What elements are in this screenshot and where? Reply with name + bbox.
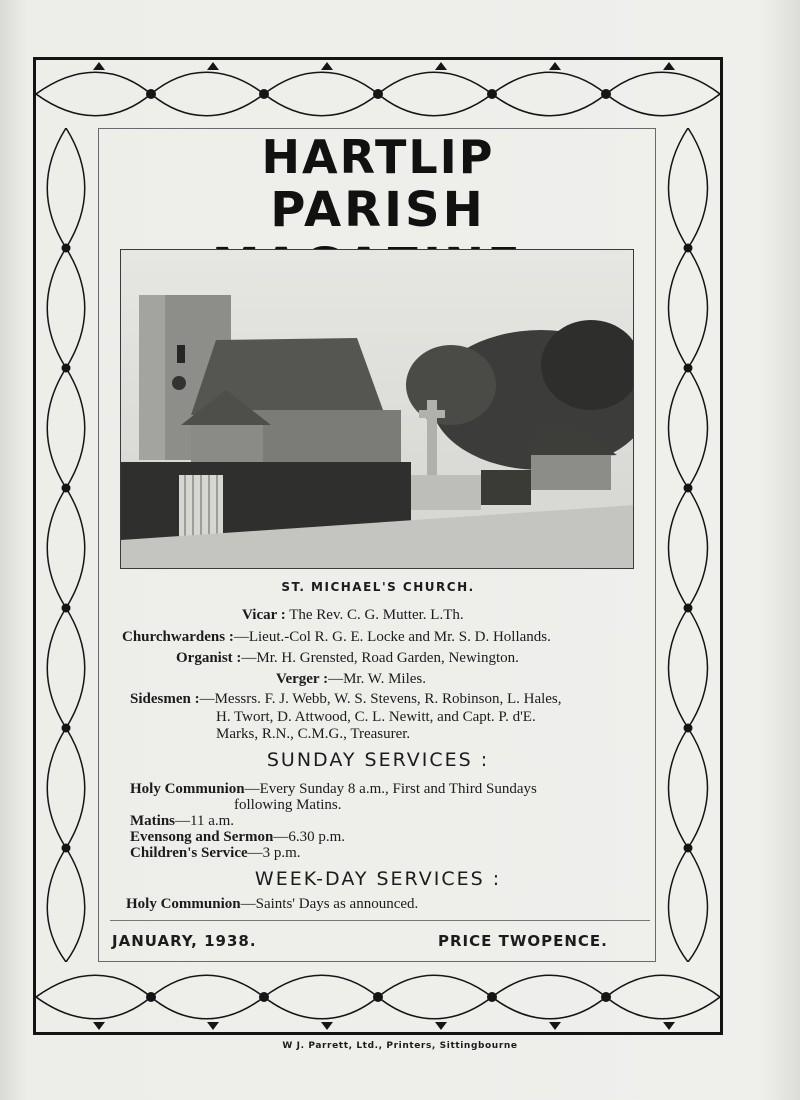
issue-price: PRICE TWOPENCE.: [438, 932, 608, 950]
sunday-services-heading: SUNDAY SERVICES :: [266, 749, 490, 771]
organist-line: [176, 650, 519, 667]
matins-value: —11 a.m.: [175, 813, 235, 829]
church-photograph: [120, 249, 634, 569]
photo-caption: ST. MICHAEL'S CHURCH.: [281, 580, 475, 594]
verger-value: —Mr. W. Miles.: [328, 671, 426, 687]
organist-label: Organist :: [176, 650, 242, 666]
footer-rule: [110, 920, 650, 921]
weekday-services-heading: WEEK-DAY SERVICES :: [254, 868, 502, 890]
childrens-service-line: [130, 845, 301, 862]
sidesmen-label: Sidesmen :: [130, 691, 200, 707]
sidesmen-line: [130, 691, 562, 708]
sidesmen-value-1: —Messrs. F. J. Webb, W. S. Stevens, R. Robinson, L. Hales,: [199, 691, 562, 707]
weekday-holy-communion-line: [126, 896, 418, 913]
churchwardens-line: [122, 629, 551, 646]
evensong-value: —6.30 p.m.: [273, 829, 346, 845]
sunday-holy-communion-line: [130, 781, 537, 798]
weekday-hc-label: Holy Communion: [126, 896, 241, 912]
sidesmen-value-2: H. Twort, D. Attwood, C. L. Newitt, and Capt. P. d'E.: [216, 709, 536, 725]
childrens-service-label: Children's Service: [130, 845, 248, 861]
vicar-label: Vicar :: [242, 607, 286, 623]
organist-value: —Mr. H. Grensted, Road Garden, Newington.: [241, 650, 519, 666]
printer-imprint: W J. Parrett, Ltd., Printers, Sittingbourne: [282, 1041, 518, 1051]
vicar-value: The Rev. C. G. Mutter. L.Th.: [285, 607, 464, 623]
sidesmen-value-3: Marks, R.N., C.M.G., Treasurer.: [216, 726, 411, 742]
evensong-line: [130, 829, 345, 846]
matins-line: [130, 813, 234, 830]
masthead-title-line-2: PARISH: [270, 182, 486, 238]
churchwardens-value: —Lieut.-Col R. G. E. Locke and Mr. S. D. Hollands.: [233, 629, 551, 645]
church-illustration: [121, 250, 634, 569]
sunday-hc-label: Holy Communion: [130, 781, 245, 797]
sunday-hc-value: —Every Sunday 8 a.m., First and Third Sundays: [244, 781, 537, 797]
vicar-line: [242, 607, 464, 624]
verger-line: [276, 671, 426, 688]
weekday-hc-value: —Saints' Days as announced.: [240, 896, 419, 912]
issue-date: JANUARY, 1938.: [112, 932, 257, 950]
churchwardens-label: Churchwardens :: [122, 629, 234, 645]
matins-label: Matins: [130, 813, 175, 829]
sunday-hc-value-2: following Matins.: [234, 797, 342, 813]
masthead-title-line-1: HARTLIP: [261, 130, 495, 184]
childrens-service-value: —3 p.m.: [247, 845, 301, 861]
evensong-label: Evensong and Sermon: [130, 829, 274, 845]
verger-label: Verger :: [276, 671, 329, 687]
